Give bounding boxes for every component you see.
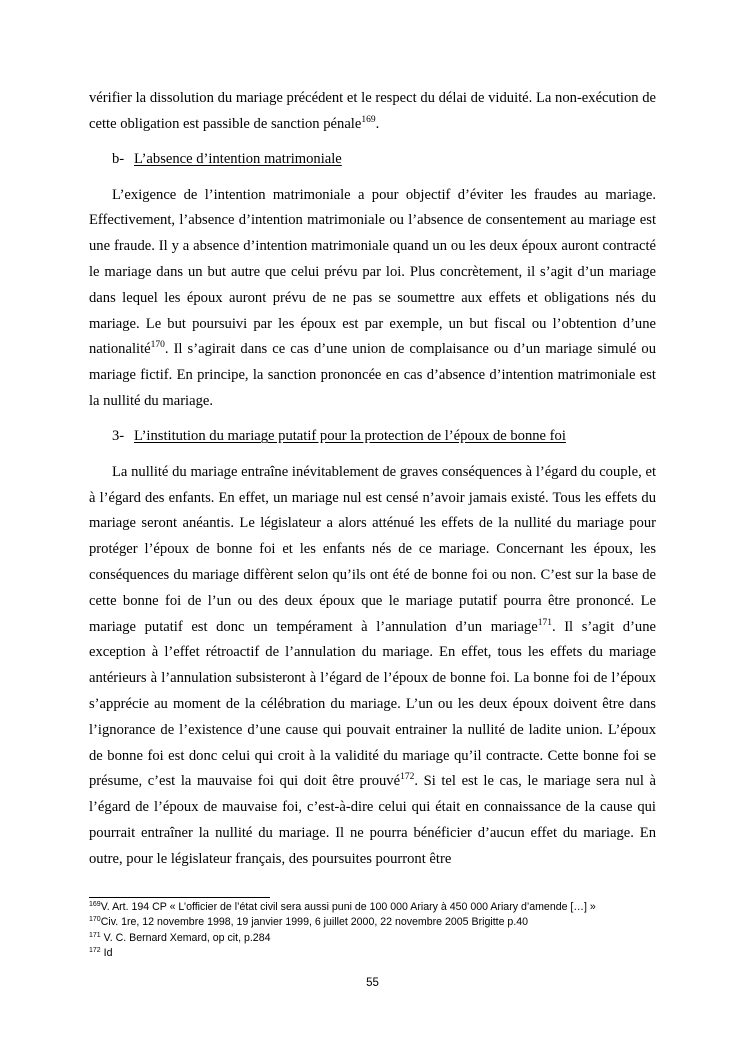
paragraph-text: La nullité du mariage entraîne inévitablement de graves conséquences à l’égard du couple, et à l’égard des enfants. En effet, un mariage nul est censé n’avoir jamais existé. Tous les effets du mariage seront anéantis. Le législateur a alors atténué les effets de la nullité du mariage pour protéger l’époux de bonne foi et les enfants nés de ce mariage. Concernant les époux, les conséquences du mariage diffèrent selon qu’ils ont été de bonne foi ou non. C’est sur la base de cette bonne foi de l’un ou des deux époux que le mariage putatif pourra être prononcé. Le mariage putatif est donc un tempérament à l’annulation d’un mariage [89, 463, 656, 635]
heading-title: L’absence d’intention matrimoniale [134, 151, 342, 168]
footnote-text: Civ. 1re, 12 novembre 1998, 19 janvier 1999, 6 juillet 2000, 22 novembre 2005 Brigitte p.40 [100, 916, 529, 929]
footnote-reference[interactable]: 171 [537, 617, 552, 628]
footnote-172 [89, 946, 669, 961]
body-text [89, 86, 656, 882]
paragraph-text: . Il s’agirait dans ce cas d’une union de complaisance ou d’un mariage simulé ou mariage fictif. En principe, la sanction prononcée en cas d’absence d’intention matrimoniale est la nullité du mariage. [89, 341, 656, 409]
paragraph-text: vérifier la dissolution du mariage précédent et le respect du délai de viduité. La non-exécution de cette obligation est passible de sanction pénale [89, 90, 656, 132]
footnote-text: V. C. Bernard Xemard, op cit, p.284 [100, 931, 271, 944]
section-heading-b [89, 147, 656, 173]
paragraph-text: . [375, 115, 380, 132]
footnote-reference[interactable]: 169 [361, 114, 376, 125]
page-number: 55 [366, 977, 379, 989]
footnote-separator [89, 897, 270, 898]
heading-title: L’institution du mariage putatif pour la protection de l’époux de bonne foi [134, 428, 566, 445]
footnote-number: 171 [89, 931, 101, 939]
section-heading-3 [89, 424, 656, 450]
footnote-reference[interactable]: 170 [150, 340, 165, 351]
footnote-text: Id [100, 946, 113, 959]
footnote-number: 169 [89, 901, 101, 908]
footnote-number: 172 [89, 946, 101, 954]
footnote-number: 170 [89, 916, 101, 924]
paragraph-intention-matrimoniale [89, 183, 656, 415]
footnote-171 [89, 931, 669, 946]
heading-number: b- [112, 151, 125, 168]
footnote-170 [89, 915, 669, 930]
paragraph-text: . Si tel est le cas, le mariage sera nul à l’égard de l’époux de mauvaise foi, c’est-à-dire celui qui était en connaissance de la cause qui pourrait entraîner la nullité du mariage. Il ne pourra bénéficier d’aucun effet du mariage. En outre, pour le législateur français, des poursuites pourront être [89, 773, 656, 867]
paragraph-mariage-putatif [89, 460, 656, 873]
paragraph-text: L’exigence de l’intention matrimoniale a pour objectif d’éviter les fraudes au mariage. Effectivement, l’absence d’intention matrimoniale ou l’absence de consentement au mariage est une fraude. Il y a absence d’intention matrimoniale quand un ou les deux époux auront contracté le mariage dans un but autre que celui prévu par loi. Plus concrètement, il s’agit d’un mariage dans lequel les époux auront prévu de ne pas se soumettre aux effets et obligations nés du mariage. Le but poursuivi par les époux est par exemple, un but fiscal ou l’obtention d’une nationalité [89, 186, 656, 358]
heading-number: 3- [112, 428, 125, 445]
footnotes [89, 900, 669, 961]
footnote-reference[interactable]: 172 [400, 772, 415, 783]
paragraph-continuation [89, 86, 656, 138]
footnote-169 [89, 900, 669, 915]
footnote-text: V. Art. 194 CP « L’officier de l’état civil sera aussi puni de 100 000 Ariary à 450 000 Ariary d’amende […] » [100, 901, 596, 913]
paragraph-text: . Il s’agit d’une exception à l’effet rétroactif de l’annulation du mariage. En effet, tous les effets du mariage antérieurs à l’annulation subsisteront à l’égard de l’époux de bonne foi. La bonne foi de l’époux s’apprécie au moment de la célébration du mariage. L’un ou les deux époux doivent être dans l’ignorance de l’existence d’une cause qui pouvait entrainer la nullité de ladite union. L’époux de bonne foi est donc celui qui croit à la validité du mariage qu’il contracte. Cette bonne foi se présume, c’est la mauvaise foi qui doit être prouvé [89, 618, 656, 790]
